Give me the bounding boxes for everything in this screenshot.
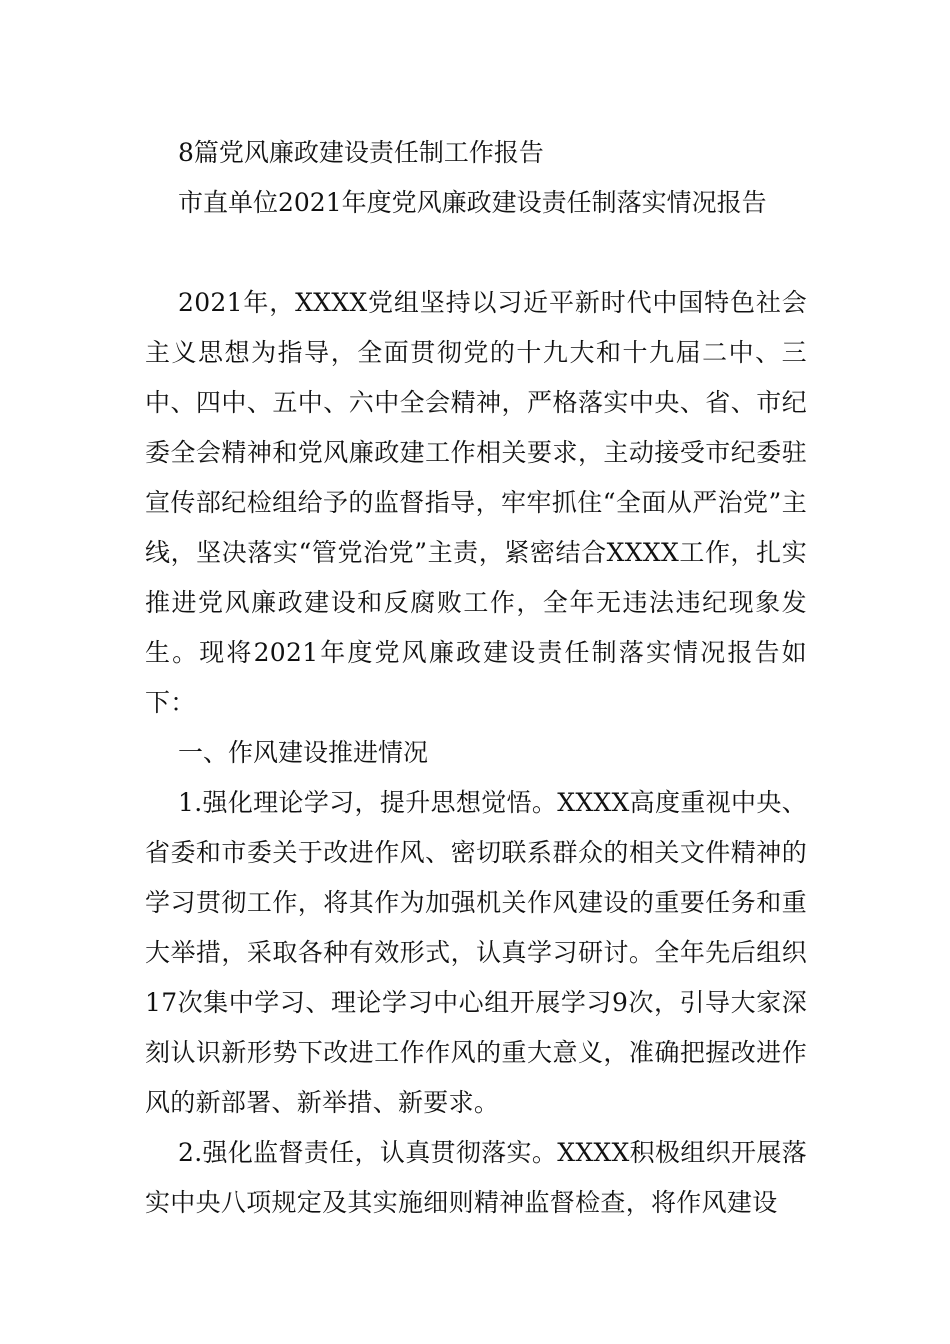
document-body bbox=[145, 128, 807, 1228]
item-paragraph-2: 2.强化监督责任，认真贯彻落实。XXXX积极组织开展落实中央八项规定及其实施细则精神监督检查，将作风建设 bbox=[145, 1138, 807, 1217]
item-paragraph-1: 1.强化理论学习，提升思想觉悟。XXXX高度重视中央、省委和市委关于改进作风、密切联系群众的相关文件精神的学习贯彻工作，将其作为加强机关作风建设的重要任务和重大举措，采取各种有效形式，认真学习研讨。全年先后组织17次集中学习、理论学习中心组开展学习9次，引导大家深刻认识新形势下改进工作作风的重大意义，准确把握改进作风的新部署、新举措、新要求。 bbox=[145, 788, 807, 1117]
intro-paragraph: 2021年，XXXX党组坚持以习近平新时代中国特色社会主义思想为指导，全面贯彻党的十九大和十九届二中、三中、四中、五中、六中全会精神，严格落实中央、省、市纪委全会精神和党风廉政建工作相关要求，主动接受市纪委驻宣传部纪检组给予的监督指导，牢牢抓住“全面从严治党”主线，坚决落实“管党治党”主责，紧密结合XXXX工作，扎实推进党风廉政建设和反腐败工作，全年无违法违纪现象发生。现将2021年度党风廉政建设责任制落实情况报告如下： bbox=[145, 288, 807, 717]
document-subtitle: 市直单位2021年度党风廉政建设责任制落实情况报告 bbox=[178, 188, 767, 217]
document-title: 8篇党风廉政建设责任制工作报告 bbox=[178, 138, 544, 167]
section-heading-1: 一、作风建设推进情况 bbox=[178, 738, 429, 767]
blank-line bbox=[145, 228, 807, 278]
